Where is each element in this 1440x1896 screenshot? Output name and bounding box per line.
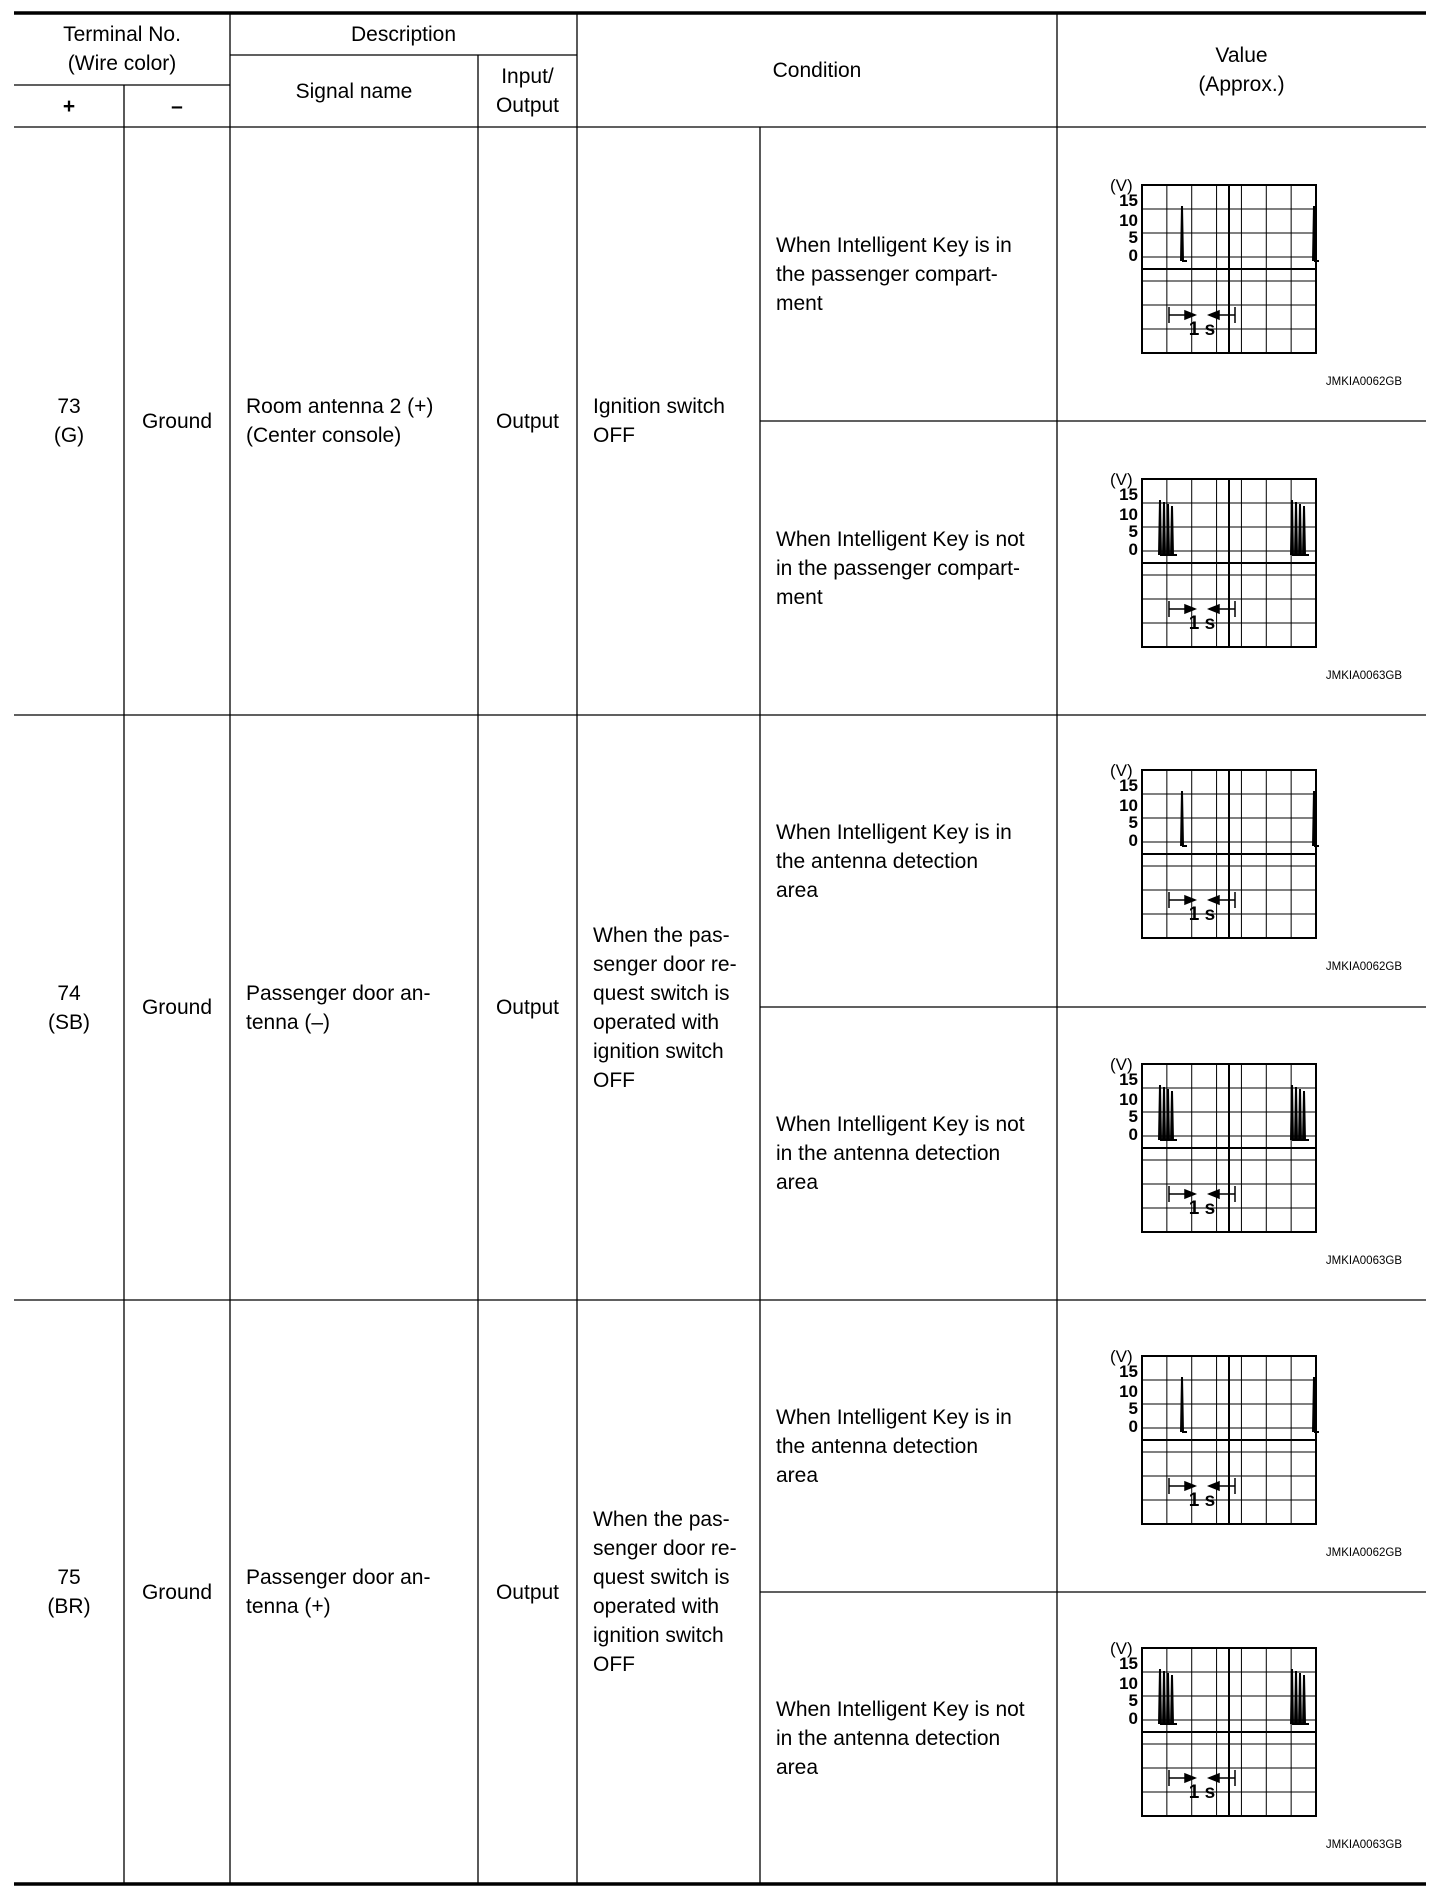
arrow-head <box>1209 1482 1219 1490</box>
signal-pulse <box>1303 1091 1309 1140</box>
signal-pulse <box>1171 506 1177 555</box>
sub-condition: When Intelligent Key is in the antenna detection area <box>776 820 1012 902</box>
y-unit-label: (V) <box>1110 470 1133 489</box>
terminal-number: 73 (G) <box>53 395 85 447</box>
y-tick-label: 15 <box>1119 1654 1138 1673</box>
time-scale-label: 1 s <box>1188 613 1216 634</box>
figure-code: JMKIA0062GB <box>1325 376 1402 388</box>
arrow-head <box>1209 1774 1219 1782</box>
signal-pulse <box>1303 1675 1309 1724</box>
figure-code: JMKIA0062GB <box>1325 1547 1402 1559</box>
figure-code: JMKIA0062GB <box>1325 961 1402 973</box>
y-tick-label: 10 <box>1119 1090 1138 1109</box>
sub-condition: When Intelligent Key is not in the antenna detection area <box>776 1113 1025 1194</box>
arrow-head <box>1209 605 1219 613</box>
time-scale-label: 1 s <box>1188 1490 1216 1511</box>
waveform-chart <box>1075 1624 1405 1854</box>
arrow-head <box>1209 896 1219 904</box>
terminal-number: 75 (BR) <box>47 1566 91 1618</box>
y-unit-label: (V) <box>1110 1639 1133 1658</box>
y-tick-label: 10 <box>1119 796 1138 815</box>
time-scale-label: 1 s <box>1188 1782 1216 1803</box>
y-tick-label: 5 <box>1128 228 1138 247</box>
arrow-head <box>1185 605 1195 613</box>
arrow-head <box>1185 1774 1195 1782</box>
y-unit-label: (V) <box>1110 761 1133 780</box>
signal-pulse <box>1303 506 1309 555</box>
minus-terminal: Ground <box>141 996 213 1019</box>
waveform-chart <box>1075 1040 1405 1270</box>
sub-condition: When Intelligent Key is in the antenna detection area <box>776 1405 1012 1487</box>
scope-grid <box>1142 1356 1316 1524</box>
y-tick-label: 10 <box>1119 1674 1138 1693</box>
header-condition: Condition <box>772 58 862 82</box>
y-unit-label: (V) <box>1110 176 1133 195</box>
y-tick-label: 0 <box>1128 1125 1138 1144</box>
y-tick-label: 5 <box>1128 522 1138 541</box>
figure-code: JMKIA0063GB <box>1325 1839 1402 1851</box>
sub-condition: When Intelligent Key is in the passenger compart- ment <box>776 233 1012 315</box>
header-value: Value (Approx.) <box>1198 44 1285 96</box>
waveform-chart <box>1075 161 1405 391</box>
condition: When the pas- senger door re- quest switch is operated with ignition switch OFF <box>593 1508 737 1676</box>
signal-name: Passenger door an- tenna (–) <box>246 981 431 1034</box>
y-tick-label: 0 <box>1128 246 1138 265</box>
y-tick-label: 0 <box>1128 1709 1138 1728</box>
arrow-head <box>1185 311 1195 319</box>
terminal-number: 74 (SB) <box>48 981 90 1034</box>
input-output: Output <box>495 1580 560 1604</box>
input-output: Output <box>495 409 560 433</box>
time-scale-label: 1 s <box>1188 904 1216 925</box>
y-tick-label: 10 <box>1119 1382 1138 1401</box>
y-tick-label: 15 <box>1119 1362 1138 1381</box>
waveform-chart <box>1075 455 1405 685</box>
y-tick-label: 5 <box>1128 1107 1138 1126</box>
time-scale-label: 1 s <box>1188 319 1216 340</box>
figure-code: JMKIA0063GB <box>1325 1255 1402 1267</box>
time-scale-label: 1 s <box>1188 1198 1216 1219</box>
arrow-head <box>1185 1190 1195 1198</box>
y-tick-label: 5 <box>1128 1399 1138 1418</box>
header-signal-name: Signal name <box>295 79 413 103</box>
header-input-output: Input/ Output <box>495 65 560 117</box>
arrow-head <box>1209 311 1219 319</box>
y-tick-label: 10 <box>1119 211 1138 230</box>
arrow-head <box>1185 896 1195 904</box>
y-unit-label: (V) <box>1110 1347 1133 1366</box>
input-output: Output <box>495 996 560 1019</box>
header-terminal-no: Terminal No. (Wire color) <box>63 23 181 75</box>
sub-condition: When Intelligent Key is not in the antenna detection area <box>776 1697 1025 1779</box>
signal-pulse <box>1171 1091 1177 1140</box>
waveform-chart <box>1075 1332 1405 1562</box>
header-description: Description <box>350 22 457 46</box>
y-tick-label: 15 <box>1119 485 1138 504</box>
condition: Ignition switch OFF <box>593 395 725 447</box>
header-plus: + <box>62 94 76 118</box>
scope-grid <box>1142 770 1316 938</box>
y-tick-label: 0 <box>1128 831 1138 850</box>
y-tick-label: 0 <box>1128 1417 1138 1436</box>
y-tick-label: 15 <box>1119 191 1138 210</box>
y-tick-label: 15 <box>1119 776 1138 795</box>
header-minus: – <box>171 94 183 118</box>
scope-grid <box>1142 185 1316 353</box>
y-tick-label: 0 <box>1128 540 1138 559</box>
y-tick-label: 5 <box>1128 1691 1138 1710</box>
sub-condition: When Intelligent Key is not in the passenger compart- ment <box>776 527 1025 609</box>
signal-name: Passenger door an- tenna (+) <box>246 1566 431 1618</box>
waveform-chart <box>1075 746 1405 976</box>
minus-terminal: Ground <box>141 1580 213 1604</box>
arrow-head <box>1185 1482 1195 1490</box>
signal-name: Room antenna 2 (+) (Center console) <box>246 395 434 447</box>
y-tick-label: 15 <box>1119 1070 1138 1089</box>
signal-pulse <box>1171 1675 1177 1724</box>
minus-terminal: Ground <box>141 409 213 433</box>
figure-code: JMKIA0063GB <box>1325 670 1402 682</box>
arrow-head <box>1209 1190 1219 1198</box>
y-tick-label: 10 <box>1119 505 1138 524</box>
y-tick-label: 5 <box>1128 813 1138 832</box>
y-unit-label: (V) <box>1110 1055 1133 1074</box>
condition: When the pas- senger door re- quest switch is operated with ignition switch OFF <box>593 923 737 1092</box>
